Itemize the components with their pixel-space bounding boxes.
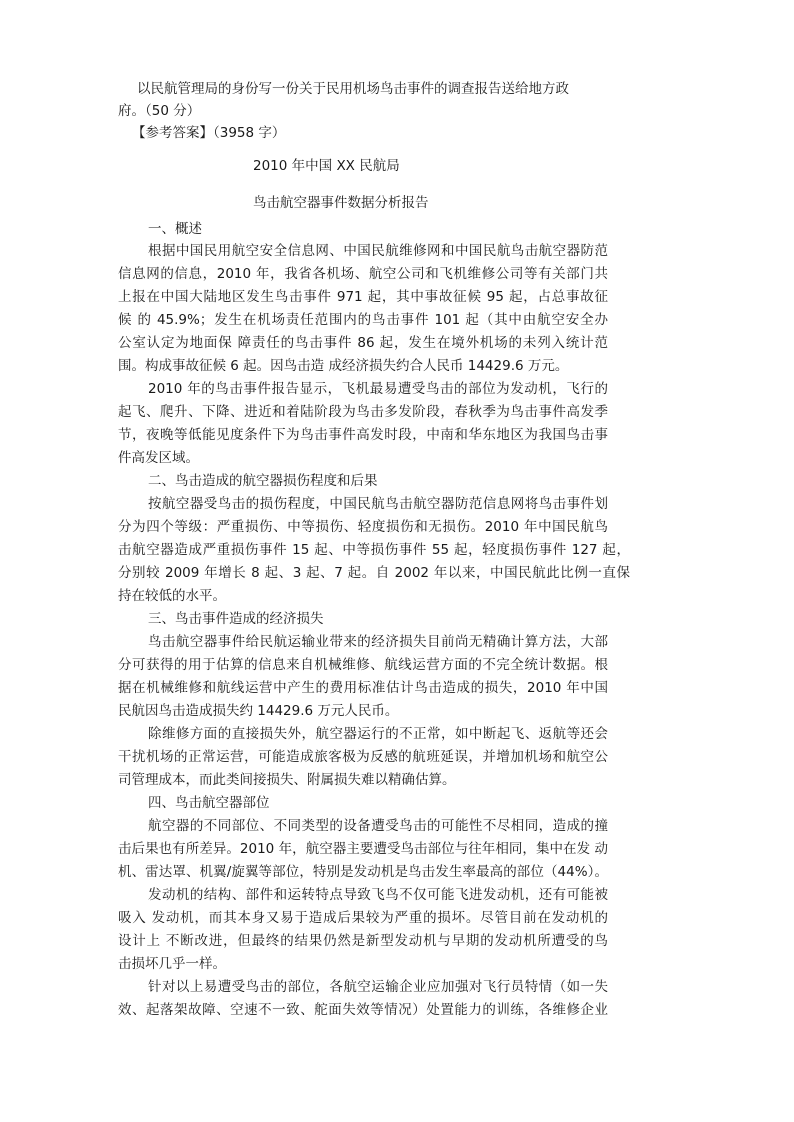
body-line: 分为四个等级：严重损伤、中等损伤、轻度损伤和无损伤。2010 年中国民航鸟: [118, 519, 608, 535]
body-line: 按航空器受鸟击的损伤程度，中国民航鸟击航空器防范信息网将鸟击事件划: [148, 496, 608, 512]
body-line: 持在较低的水平。: [118, 588, 226, 604]
report-org: 2010 年中国 XX 民航局: [253, 158, 400, 174]
body-line: 司管理成本，而此类间接损失、附属损失难以精确估算。: [118, 772, 456, 788]
section-1-heading: 一、概述: [148, 221, 202, 237]
question-line-2: 府。（50 分）: [118, 103, 201, 119]
body-line: 信息网的信息，2010 年，我省各机场、航空公司和飞机维修公司等有关部门共: [118, 266, 608, 282]
body-line: 设计上 不断改进，但最终的结果仍然是新型发动机与早期的发动机所遭受的鸟: [118, 933, 608, 949]
body-line: 起飞、爬升、下降、进近和着陆阶段为鸟击多发阶段，春秋季为鸟击事件高发季: [118, 404, 608, 420]
body-line: 干扰机场的正常运营，可能造成旅客极为反感的航班延误，并增加机场和航空公: [118, 749, 608, 765]
body-line: 除维修方面的直接损失外，航空器运行的不正常，如中断起飞、返航等还会: [148, 726, 608, 742]
section-2-heading: 二、鸟击造成的航空器损伤程度和后果: [148, 473, 378, 489]
answer-label: 【参考答案】（3958 字）: [132, 125, 286, 141]
body-line: 民航因鸟击造成损失约 14429.6 万元人民币。: [118, 703, 399, 719]
body-line: 分别较 2009 年增长 8 起、3 起、7 起。自 2002 年以来，中国民航此比例一直保: [118, 565, 630, 581]
body-line: 节，夜晚等低能见度条件下为鸟击事件高发时段，中南和华东地区为我国鸟击事: [118, 427, 608, 443]
section-4-heading: 四、鸟击航空器部位: [148, 795, 270, 811]
body-line: 据在机械维修和航线运营中产生的费用标准估计鸟击造成的损失，2010 年中国: [118, 680, 608, 696]
report-title: 鸟击航空器事件数据分析报告: [253, 195, 429, 211]
body-line: 公室认定为地面保 障责任的鸟击事件 86 起，发生在境外机场的未列入统计范: [118, 335, 608, 351]
body-line: 效、起落架故障、空速不一致、舵面失效等情况）处置能力的训练，各维修企业: [118, 1002, 608, 1018]
body-line: 上报在中国大陆地区发生鸟击事件 971 起，其中事故征候 95 起，占总事故征: [118, 289, 608, 305]
body-line: 击损坏几乎一样。: [118, 956, 226, 972]
body-line: 根据中国民用航空安全信息网、中国民航维修网和中国民航鸟击航空器防范: [148, 243, 608, 259]
body-line: 候 的 45.9%；发生在机场责任范围内的鸟击事件 101 起（其中由航空安全办: [118, 312, 608, 328]
section-3-heading: 三、鸟击事件造成的经济损失: [148, 611, 324, 627]
body-line: 航空器的不同部位、不同类型的设备遭受鸟击的可能性不尽相同，造成的撞: [148, 818, 608, 834]
body-line: 分可获得的用于估算的信息来自机械维修、航线运营方面的不完全统计数据。根: [118, 657, 608, 673]
body-line: 击航空器造成严重损伤事件 15 起、中等损伤事件 55 起，轻度损伤事件 127 起，: [118, 542, 630, 558]
body-line: 件高发区域。: [118, 450, 199, 466]
body-line: 机、雷达罩、机翼/旋翼等部位，特别是发动机是鸟击发生率最高的部位（44%）。: [118, 864, 608, 880]
question-line-1: 以民航管理局的身份写一份关于民用机场鸟击事件的调查报告送给地方政: [137, 81, 569, 97]
body-line: 吸入 发动机，而其本身又易于造成后果较为严重的损坏。尽管目前在发动机的: [118, 910, 608, 926]
body-line: 鸟击航空器事件给民航运输业带来的经济损失目前尚无精确计算方法，大部: [148, 634, 608, 650]
body-line: 击后果也有所差异。2010 年，航空器主要遭受鸟击部位与往年相同，集中在发 动: [118, 841, 608, 857]
body-line: 针对以上易遭受鸟击的部位，各航空运输企业应加强对飞行员特情（如一失: [148, 979, 608, 995]
body-line: 围。构成事故征候 6 起。因鸟击造 成经济损失约合人民币 14429.6 万元。: [118, 358, 569, 374]
body-line: 2010 年的鸟击事件报告显示，飞机最易遭受鸟击的部位为发动机，飞行的: [148, 381, 608, 397]
body-line: 发动机的结构、部件和运转特点导致飞鸟不仅可能飞进发动机，还有可能被: [148, 887, 608, 903]
